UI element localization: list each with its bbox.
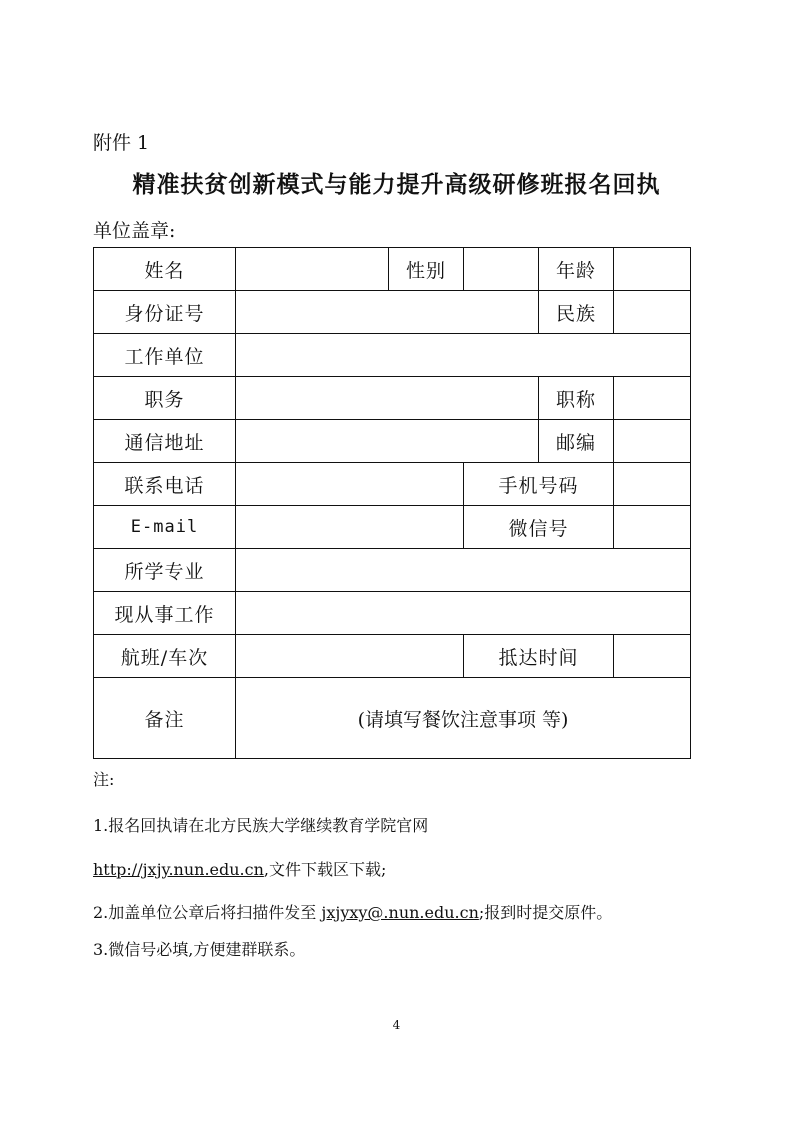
- gender-label: 性别: [389, 248, 464, 291]
- id-number-label: 身份证号: [94, 291, 236, 334]
- email-link[interactable]: jxjyxy@.nun.edu.cn: [321, 903, 479, 922]
- email-label: E-mail: [94, 506, 236, 549]
- note-1-continued: [93, 862, 386, 878]
- mobile-label: 手机号码: [464, 463, 614, 506]
- address-field[interactable]: [236, 420, 539, 463]
- arrival-field[interactable]: [614, 635, 691, 678]
- phone-label: 联系电话: [94, 463, 236, 506]
- unit-stamp-label: 单位盖章:: [93, 220, 176, 242]
- gender-field[interactable]: [464, 248, 539, 291]
- ethnicity-label: 民族: [539, 291, 614, 334]
- name-field[interactable]: [236, 248, 389, 291]
- mobile-field[interactable]: [614, 463, 691, 506]
- note-1: 1.报名回执请在北方民族大学继续教育学院官网: [93, 816, 429, 835]
- remarks-field[interactable]: [236, 678, 691, 759]
- flight-field[interactable]: [236, 635, 464, 678]
- wechat-field[interactable]: [614, 506, 691, 549]
- arrival-label: 抵达时间: [464, 635, 614, 678]
- phone-field[interactable]: [236, 463, 464, 506]
- age-label: 年龄: [539, 248, 614, 291]
- name-label: 姓名: [94, 248, 236, 291]
- postcode-label: 邮编: [539, 420, 614, 463]
- flight-label: 航班/车次: [94, 635, 236, 678]
- id-number-field[interactable]: [236, 291, 539, 334]
- current-work-field[interactable]: [236, 592, 691, 635]
- note-2-suffix: ;报到时提交原件。: [478, 903, 613, 922]
- notes-heading: 注:: [93, 770, 115, 789]
- registration-form-table: [93, 247, 691, 759]
- remarks-hint: (请填写餐饮注意事项 等): [357, 708, 569, 731]
- note-3: 3.微信号必填,方便建群联系。: [93, 940, 306, 959]
- page-number: 4: [392, 1018, 401, 1032]
- work-unit-field[interactable]: [236, 334, 691, 377]
- note-1-suffix: ,文件下载区下载;: [263, 860, 387, 879]
- note-2-prefix: 2.加盖单位公章后将扫描件发至: [93, 903, 317, 922]
- attachment-label: 附件 1: [93, 132, 150, 154]
- major-label: 所学专业: [94, 549, 236, 592]
- current-work-label: 现从事工作: [94, 592, 236, 635]
- website-link[interactable]: http://jxjy.nun.edu.cn: [93, 860, 264, 879]
- position-field[interactable]: [236, 377, 539, 420]
- document-title: 精准扶贫创新模式与能力提升高级研修班报名回执: [132, 172, 661, 198]
- remarks-label: 备注: [94, 678, 236, 759]
- work-unit-label: 工作单位: [94, 334, 236, 377]
- title-rank-field[interactable]: [614, 377, 691, 420]
- postcode-field[interactable]: [614, 420, 691, 463]
- email-field[interactable]: [236, 506, 464, 549]
- title-rank-label: 职称: [539, 377, 614, 420]
- major-field[interactable]: [236, 549, 691, 592]
- note-2: [93, 905, 612, 921]
- address-label: 通信地址: [94, 420, 236, 463]
- wechat-label: 微信号: [464, 506, 614, 549]
- age-field[interactable]: [614, 248, 691, 291]
- ethnicity-field[interactable]: [614, 291, 691, 334]
- position-label: 职务: [94, 377, 236, 420]
